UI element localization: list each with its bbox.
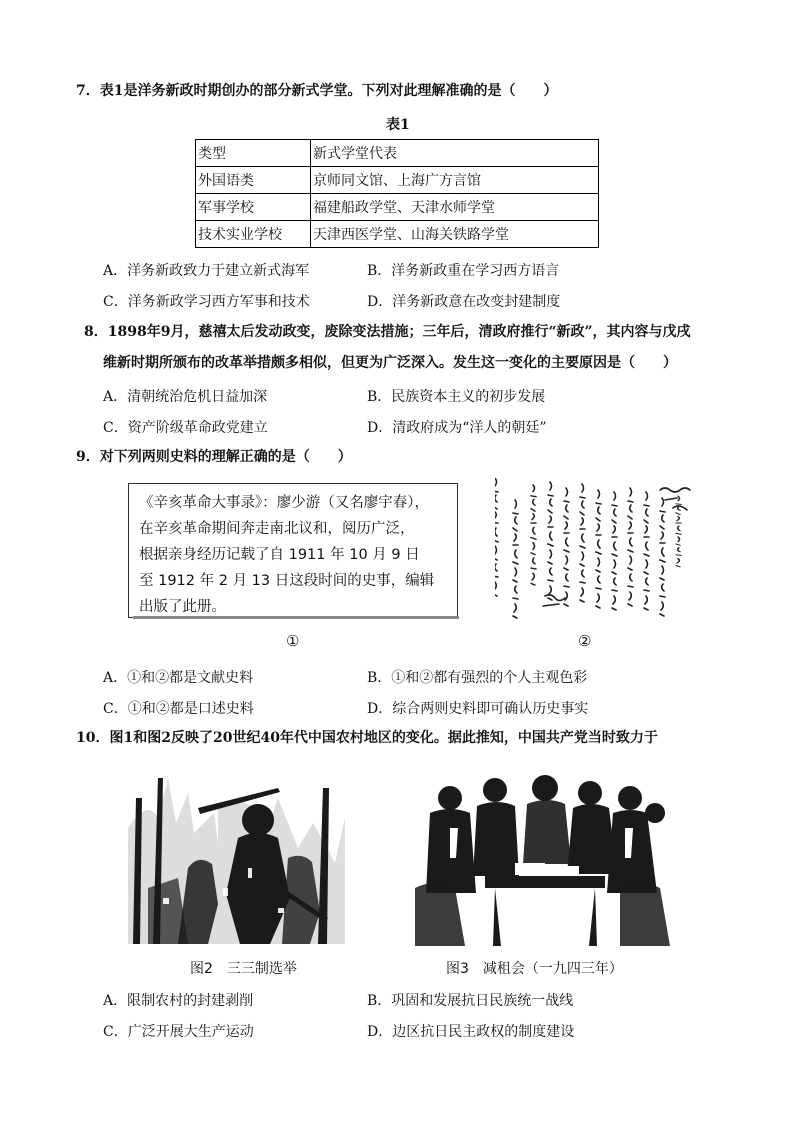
q10-option-c[interactable]: C．广泛开展大生产运动: [103, 1024, 254, 1040]
q10-option-d[interactable]: D．边区抗日民主政权的制度建设: [367, 1024, 575, 1040]
source1-line: 根据亲身经历记载了自 1911 年 10 月 9 日: [139, 547, 420, 563]
q10-option-a[interactable]: A．限制农村的封建剥削: [103, 993, 254, 1009]
source1-box: [128, 483, 458, 618]
q9-stem: 9．对下列两则史料的理解正确的是（ ）: [76, 449, 352, 465]
source1-line: 至 1912 年 2 月 13 日这段时间的史事，编辑: [139, 573, 435, 589]
table-cell: 天津西医学堂、山海关铁路学堂: [311, 221, 599, 248]
q7-option-a[interactable]: A．洋务新政致力于建立新式海军: [103, 263, 310, 279]
q8-option-d[interactable]: D．清政府成为“洋人的朝廷”: [367, 420, 547, 436]
q7-option-d[interactable]: D．洋务新政意在改变封建制度: [367, 294, 561, 310]
table-cell: 新式学堂代表: [311, 140, 599, 167]
figure2-caption: 图2 三三制选举: [190, 961, 297, 977]
q7-table: [195, 139, 599, 248]
q8-option-b[interactable]: B．民族资本主义的初步发展: [367, 389, 546, 405]
table-row: [196, 221, 599, 248]
q8-stem-line1: 8．1898年9月，慈禧太后发动政变，废除变法措施；三年后，清政府推行“新政”，其内容与戊戌: [84, 324, 691, 340]
table-cell: 京师同文馆、上海广方言馆: [311, 167, 599, 194]
source1-line: 《辛亥革命大事录》：廖少游（又名廖宇春），: [139, 495, 429, 511]
q7-stem: 7．表1是洋务新政时期创办的部分新式学堂。下列对此理解准确的是（ ）: [76, 83, 558, 99]
table-title: 表1: [386, 117, 410, 133]
woodcut-rent-reduction-image: [415, 768, 670, 978]
source2-label: ②: [578, 632, 592, 650]
box-shadow-line: [133, 616, 459, 619]
q8-stem-line2: 维新时期所颁布的改革举措颇多相似，但更为广泛深入。发生这一变化的主要原因是（ ）: [103, 355, 677, 371]
table-cell: 类型: [196, 140, 311, 167]
q7-option-c[interactable]: C．洋务新政学习西方军事和技术: [103, 294, 310, 310]
q9-option-c[interactable]: C．①和②都是口述史料: [103, 701, 254, 717]
q8-option-c[interactable]: C．资产阶级革命政党建立: [103, 420, 268, 436]
q10-stem: 10．图1和图2反映了20世纪40年代中国农村地区的变化。据此推知，中国共产党当时致力于: [76, 730, 658, 746]
figure3-caption: 图3 减租会（一九四三年）: [446, 961, 623, 977]
q7-option-b[interactable]: B．洋务新政重在学习西方语言: [367, 263, 560, 279]
q9-option-d[interactable]: D．综合两则史料即可确认历史事实: [367, 701, 589, 717]
handwritten-manuscript-image: [495, 478, 710, 623]
q10-option-b[interactable]: B．巩固和发展抗日民族统一战线: [367, 993, 574, 1009]
woodcut-election-image: [128, 768, 345, 978]
table-row: [196, 194, 599, 221]
source1-line: 在辛亥革命期间奔走南北议和，阅历广泛，: [139, 521, 415, 537]
q9-option-b[interactable]: B．①和②都有强烈的个人主观色彩: [367, 670, 588, 686]
q8-option-a[interactable]: A．清朝统治危机日益加深: [103, 389, 268, 405]
table-cell: 福建船政学堂、天津水师学堂: [311, 194, 599, 221]
table-row: [196, 167, 599, 194]
q9-option-a[interactable]: A．①和②都是文献史料: [103, 670, 254, 686]
table-cell: 外国语类: [196, 167, 311, 194]
table-cell: 军事学校: [196, 194, 311, 221]
table-row: [196, 140, 599, 167]
source1-label: ①: [286, 632, 300, 650]
source1-line: 出版了此册。: [139, 599, 226, 615]
table-cell: 技术实业学校: [196, 221, 311, 248]
